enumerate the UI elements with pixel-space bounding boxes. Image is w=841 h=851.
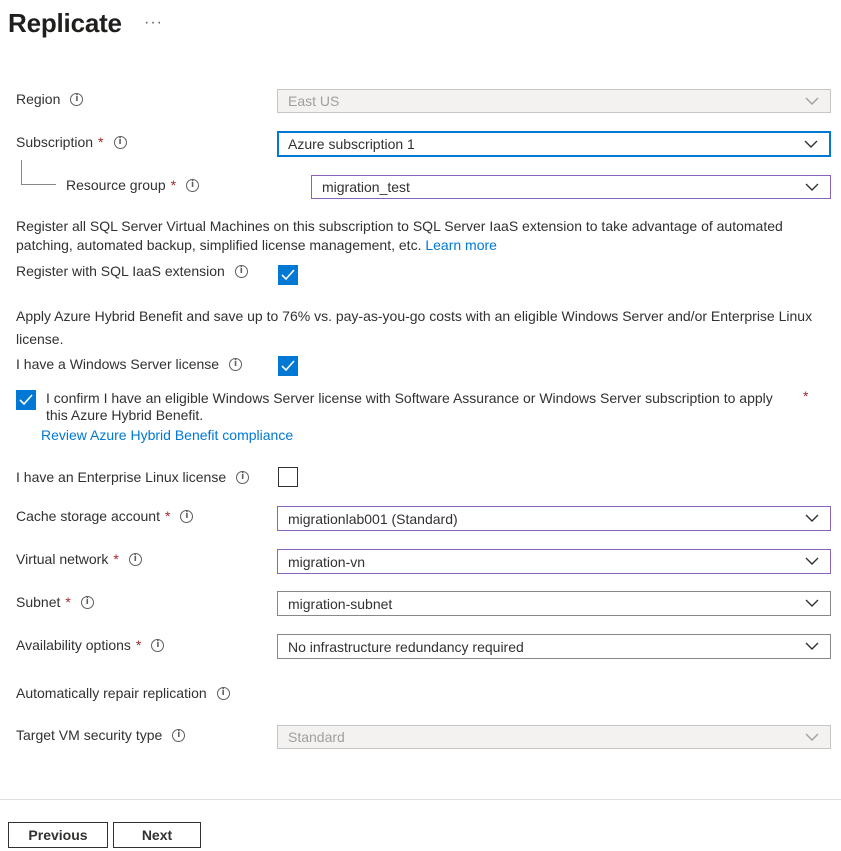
virtual-network-select[interactable]	[277, 549, 831, 574]
checkmark-icon	[281, 360, 295, 372]
hybrid-compliance-link[interactable]: Review Azure Hybrid Benefit compliance	[41, 427, 294, 443]
more-options-icon[interactable]: ···	[144, 14, 163, 31]
availability-label: Availability options * i	[16, 637, 164, 653]
resource-group-label: Resource group * i	[66, 177, 199, 193]
chevron-down-icon	[803, 137, 819, 151]
chevron-down-icon	[804, 596, 820, 610]
confirm-license-checkbox[interactable]	[16, 390, 36, 410]
resource-group-value: migration_test	[322, 179, 410, 195]
subscription-select[interactable]	[277, 131, 831, 157]
info-icon[interactable]: i	[235, 265, 248, 278]
required-mark: *	[113, 551, 119, 567]
availability-select[interactable]	[277, 634, 831, 659]
resource-group-select[interactable]	[311, 175, 831, 199]
cache-storage-value: migrationlab001 (Standard)	[288, 510, 458, 527]
sql-description: Register all SQL Server Virtual Machines on this subscription to SQL Server IaaS extension to take advantage of automated patching, automated backup, simplified license management, etc. Learn more	[16, 218, 783, 253]
required-mark: *	[98, 134, 104, 150]
confirm-license-text: I confirm I have an eligible Windows Server license with Software Assurance or Windows Server subscription to apply this Azure Hybrid Benefit.	[46, 390, 773, 423]
region-label: Region i	[16, 91, 83, 107]
subscription-value: Azure subscription 1	[288, 136, 415, 152]
required-mark: *	[164, 508, 171, 524]
cache-storage-label: Cache storage account * i	[16, 508, 193, 524]
region-value: East US	[288, 93, 340, 109]
info-icon[interactable]: i	[186, 179, 199, 192]
required-mark: *	[135, 637, 142, 653]
windows-license-label: I have a Windows Server license i	[16, 356, 242, 372]
info-icon[interactable]: i	[217, 687, 230, 700]
security-type-select	[277, 725, 831, 749]
info-icon[interactable]: i	[81, 596, 94, 609]
availability-value: No infrastructure redundancy required	[288, 638, 524, 655]
chevron-down-icon	[804, 730, 820, 744]
chevron-down-icon	[804, 639, 820, 653]
subnet-select[interactable]	[277, 591, 831, 616]
subnet-label: Subnet * i	[16, 594, 94, 610]
info-icon[interactable]: i	[151, 639, 164, 652]
linux-license-label: I have an Enterprise Linux license i	[16, 469, 249, 485]
windows-license-checkbox[interactable]	[278, 356, 298, 376]
security-type-value: Standard	[288, 729, 345, 745]
linux-license-checkbox[interactable]	[278, 467, 298, 487]
virtual-network-value: migration-vn	[288, 553, 366, 570]
cache-storage-select[interactable]	[277, 506, 831, 531]
sql-register-label: Register with SQL IaaS extension i	[16, 263, 248, 279]
page-title: Replicate	[8, 8, 122, 38]
info-icon[interactable]: i	[229, 358, 242, 371]
auto-repair-label: Automatically repair replication i	[16, 685, 230, 701]
footer-divider	[0, 799, 841, 800]
region-select	[277, 89, 831, 113]
previous-button[interactable]: Previous	[8, 822, 108, 848]
required-mark: *	[170, 177, 177, 193]
subscription-label: Subscription * i	[16, 134, 127, 150]
learn-more-link[interactable]: Learn more	[425, 237, 497, 253]
tree-connector	[21, 184, 56, 185]
chevron-down-icon	[804, 511, 820, 525]
checkmark-icon	[19, 394, 33, 406]
virtual-network-label: Virtual network * i	[16, 551, 142, 567]
info-icon[interactable]: i	[172, 729, 185, 742]
next-button[interactable]: Next	[113, 822, 201, 848]
sql-register-checkbox[interactable]	[278, 265, 298, 285]
required-mark: *	[65, 594, 71, 610]
info-icon[interactable]: i	[114, 136, 127, 149]
info-icon[interactable]: i	[129, 553, 142, 566]
hybrid-description: Apply Azure Hybrid Benefit and save up to 76% vs. pay-as-you-go costs with an eligible Windows Server and/or Enterprise Linux license.	[16, 308, 813, 347]
checkmark-icon	[281, 269, 295, 281]
tree-connector	[21, 160, 22, 184]
required-mark: *	[803, 388, 809, 404]
info-icon[interactable]: i	[236, 471, 249, 484]
chevron-down-icon	[804, 180, 820, 194]
chevron-down-icon	[804, 554, 820, 568]
info-icon[interactable]: i	[70, 93, 83, 106]
security-type-label: Target VM security type i	[16, 727, 185, 743]
chevron-down-icon	[804, 94, 820, 108]
subnet-value: migration-subnet	[288, 595, 393, 612]
info-icon[interactable]: i	[180, 510, 193, 523]
